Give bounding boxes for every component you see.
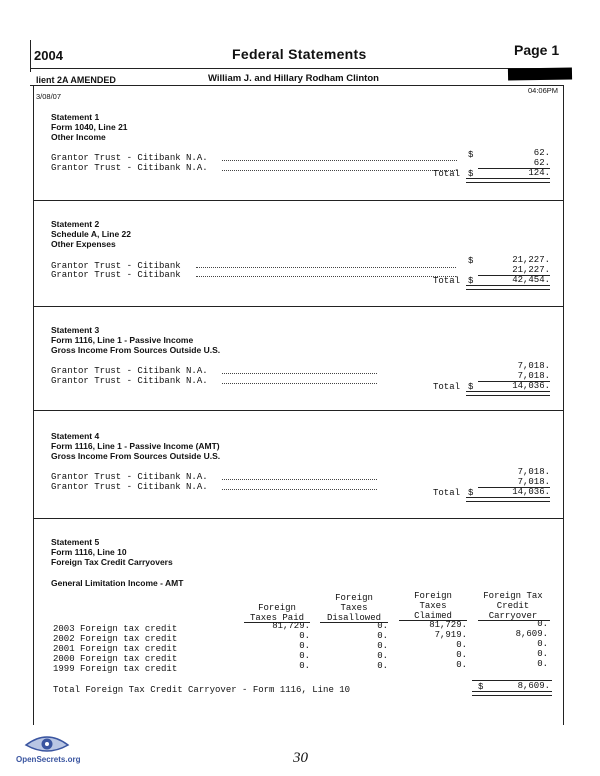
statement1-form: Form 1040, Line 21 xyxy=(51,122,128,132)
statement2-total-label: Total xyxy=(433,276,461,286)
statement3-desc: Gross Income From Sources Outside U.S. xyxy=(51,345,221,355)
section-rule xyxy=(33,410,564,411)
statement2-total-dollar: $ xyxy=(468,276,474,286)
table-cell-claimed: 0. xyxy=(456,660,467,670)
statement1-row1-amount: 62. xyxy=(533,148,550,158)
table-row-label: 2000 Foreign tax credit xyxy=(53,654,178,664)
statement4-row1-label: Grantor Trust - Citibank N.A. xyxy=(51,472,208,482)
statement4-desc: Gross Income From Sources Outside U.S. xyxy=(51,451,221,461)
col-header-claimed-l2: Taxes xyxy=(419,601,447,611)
table-cell-disallowed: 0. xyxy=(377,621,388,631)
table-row-label: 1999 Foreign tax credit xyxy=(53,664,178,674)
table-row-label: 2002 Foreign tax credit xyxy=(53,634,178,644)
statement4-row2-amount: 7,018. xyxy=(517,477,550,487)
table-row-label: 2001 Foreign tax credit xyxy=(53,644,178,654)
statement2-desc: Other Expenses xyxy=(51,239,116,249)
table-cell-carryover: 0. xyxy=(537,619,548,629)
statement4-title: Statement 4 xyxy=(51,431,100,441)
table-cell-carryover: 8,609. xyxy=(515,629,548,639)
statement2-total: 42,454. xyxy=(512,275,550,285)
statement5-total-dollar: $ xyxy=(478,682,484,692)
statement4-row2-label: Grantor Trust - Citibank N.A. xyxy=(51,482,208,492)
statement1-total-dollar: $ xyxy=(468,169,474,179)
statement3-form: Form 1116, Line 1 - Passive Income xyxy=(51,335,194,345)
table-cell-claimed: 0. xyxy=(456,650,467,660)
leader-dots xyxy=(222,479,377,480)
leader-dots xyxy=(222,160,457,161)
col-header-paid-l3: Taxes Paid xyxy=(249,613,304,623)
statement5-total: 8,609. xyxy=(517,681,550,691)
page-number: 30 xyxy=(293,750,308,766)
total-double-rule xyxy=(466,285,550,290)
table-cell-paid: 0. xyxy=(299,641,310,651)
table-cell-paid: 0. xyxy=(299,631,310,641)
table-row-label: 2003 Foreign tax credit xyxy=(53,624,178,634)
tax-year: 2004 xyxy=(34,48,63,63)
col-header-claimed-l3: Claimed xyxy=(414,611,452,621)
statement3-row2-amount: 7,018. xyxy=(517,371,550,381)
col-header-carryover-l3: Carryover xyxy=(488,611,538,621)
print-date: 3/08/07 xyxy=(36,92,62,101)
header-rule xyxy=(30,68,564,69)
table-cell-carryover: 0. xyxy=(537,659,548,669)
statement4-total-label: Total xyxy=(433,488,461,498)
statement2-row2-label: Grantor Trust - Citibank xyxy=(51,270,181,280)
statement1-total-label: Total xyxy=(433,169,461,179)
statement2-dollar: $ xyxy=(468,256,474,266)
statement1-dollar: $ xyxy=(468,150,474,160)
statement4-total-dollar: $ xyxy=(468,488,474,498)
col-header-carryover-l2: Credit xyxy=(496,601,530,611)
print-time: 04:06PM xyxy=(528,86,559,95)
table-cell-paid: 0. xyxy=(299,651,310,661)
total-double-rule xyxy=(466,178,550,183)
col-header-disallowed-l3: Disallowed xyxy=(326,613,381,623)
leader-dots xyxy=(222,489,377,490)
statement1-title: Statement 1 xyxy=(51,112,100,122)
client-label: lient 2A AMENDED xyxy=(36,75,116,85)
section-rule xyxy=(33,306,564,307)
redaction-bar xyxy=(508,67,572,80)
statement2-row1-label: Grantor Trust - Citibank xyxy=(51,261,181,271)
table-cell-disallowed: 0. xyxy=(377,641,388,651)
header-rule-lower xyxy=(30,85,564,86)
statement5-desc: Foreign Tax Credit Carryovers xyxy=(51,557,173,567)
leader-dots xyxy=(222,383,377,384)
statement3-total: 14,036. xyxy=(512,381,550,391)
statement2-row2-amount: 21,227. xyxy=(512,265,550,275)
statement1-row2-amount: 62. xyxy=(533,158,550,168)
statement4-form: Form 1116, Line 1 - Passive Income (AMT) xyxy=(51,441,220,451)
section-rule xyxy=(33,200,564,201)
statement2-title: Statement 2 xyxy=(51,219,100,229)
frame-right xyxy=(563,85,564,725)
statement3-total-dollar: $ xyxy=(468,382,474,392)
leader-dots xyxy=(222,170,457,171)
table-cell-paid: 81,729. xyxy=(272,621,310,631)
frame-left xyxy=(33,85,34,725)
table-cell-disallowed: 0. xyxy=(377,631,388,641)
statement2-row1-amount: 21,227. xyxy=(512,255,550,265)
statement4-row1-amount: 7,018. xyxy=(517,467,550,477)
statement3-row2-label: Grantor Trust - Citibank N.A. xyxy=(51,376,208,386)
col-header-disallowed-l2: Taxes xyxy=(340,603,368,613)
statement5-total-label: Total Foreign Tax Credit Carryover - Form 1116, Line 10 xyxy=(53,685,351,695)
statement1-row2-label: Grantor Trust - Citibank N.A. xyxy=(51,163,208,173)
table-cell-claimed: 0. xyxy=(456,640,467,650)
col-header-paid-l2: Foreign xyxy=(258,603,296,613)
col-header-carryover-l1: Foreign Tax xyxy=(483,591,543,601)
statement3-total-label: Total xyxy=(433,382,461,392)
total-double-rule xyxy=(472,691,552,696)
total-double-rule xyxy=(466,497,550,502)
table-cell-carryover: 0. xyxy=(537,649,548,659)
table-cell-disallowed: 0. xyxy=(377,651,388,661)
statement3-row1-label: Grantor Trust - Citibank N.A. xyxy=(51,366,208,376)
statement1-total: 124. xyxy=(528,168,550,178)
section-rule xyxy=(33,518,564,519)
col-header-claimed-l1: Foreign xyxy=(414,591,452,601)
table-cell-claimed: 7,919. xyxy=(434,630,467,640)
watermark-text: OpenSecrets.org xyxy=(16,755,81,764)
statement3-title: Statement 3 xyxy=(51,325,100,335)
taxpayer-names: William J. and Hillary Rodham Clinton xyxy=(208,73,379,84)
statement1-row1-label: Grantor Trust - Citibank N.A. xyxy=(51,153,208,163)
leader-dots xyxy=(196,276,456,277)
table-cell-disallowed: 0. xyxy=(377,661,388,671)
statement3-row1-amount: 7,018. xyxy=(517,361,550,371)
statement5-subhead: General Limitation Income - AMT xyxy=(51,578,184,588)
statement1-desc: Other Income xyxy=(51,132,106,142)
col-header-disallowed-l1: Foreign xyxy=(335,593,373,603)
total-double-rule xyxy=(466,391,550,396)
leader-dots xyxy=(222,373,377,374)
statement5-form: Form 1116, Line 10 xyxy=(51,547,127,557)
page-label: Page 1 xyxy=(514,42,560,58)
statement2-form: Schedule A, Line 22 xyxy=(51,229,131,239)
table-cell-carryover: 0. xyxy=(537,639,548,649)
table-cell-claimed: 81,729. xyxy=(429,620,467,630)
page-title: Federal Statements xyxy=(232,46,367,62)
table-cell-paid: 0. xyxy=(299,661,310,671)
leader-dots xyxy=(196,267,456,268)
statement4-total: 14,036. xyxy=(512,487,550,497)
statement5-title: Statement 5 xyxy=(51,537,100,547)
